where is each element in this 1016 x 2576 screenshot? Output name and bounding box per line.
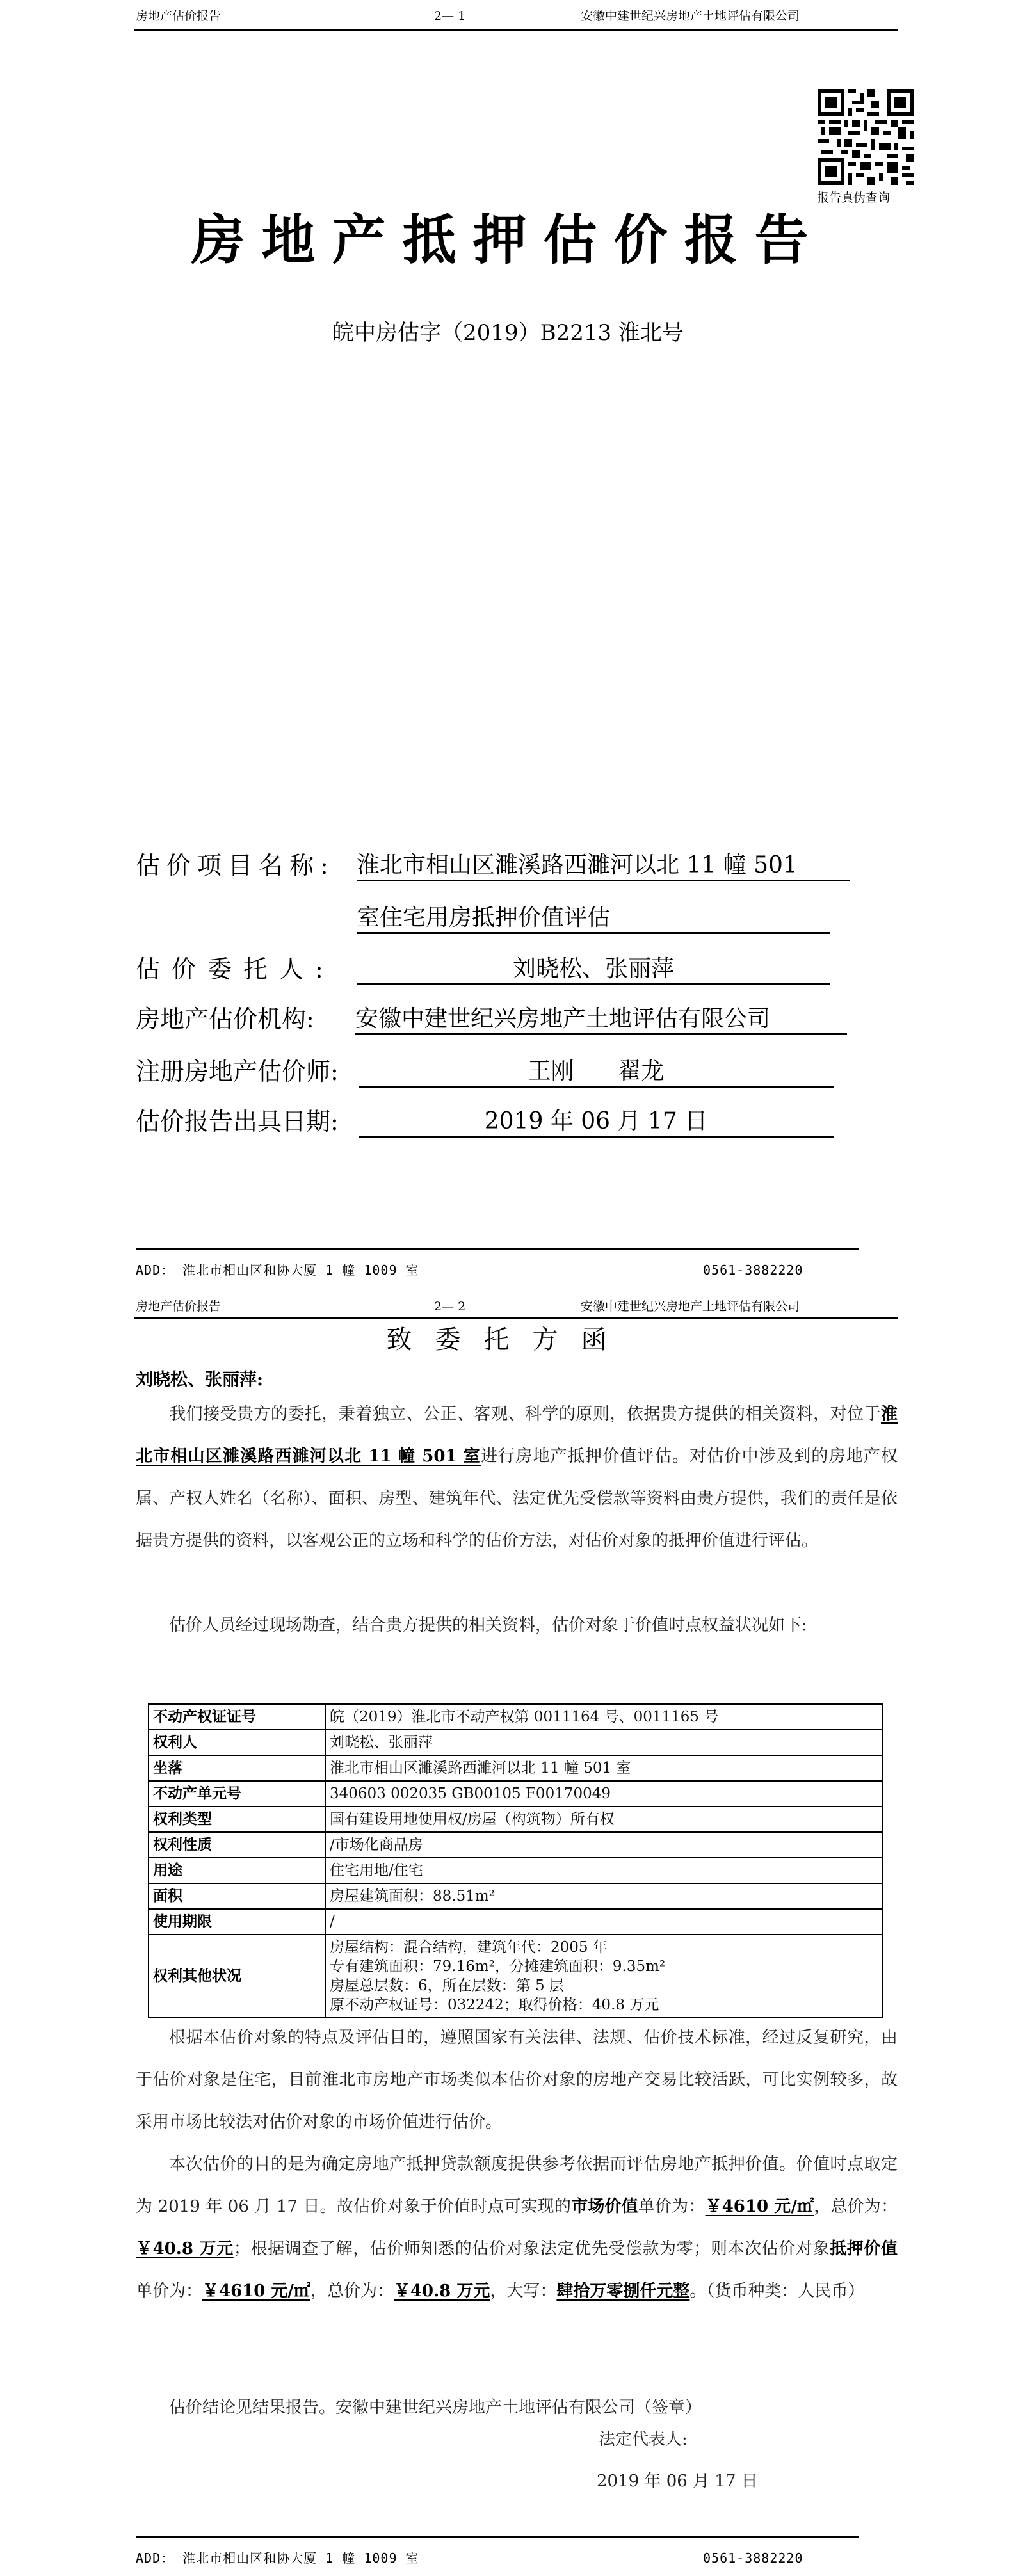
- table-row: [149, 1883, 882, 1909]
- letter-title: 致委托方函: [386, 1325, 630, 1355]
- mortgage-total-price: ￥40.8 万元: [393, 2282, 490, 2301]
- page2-footer-address: ADD： 淮北市相山区和协大厦 1 幢 1009 室: [136, 2550, 419, 2566]
- table-value: 国有建设用地使用权/房屋（构筑物）所有权: [325, 1807, 882, 1832]
- letter-salutation: 刘晓松、张丽萍:: [136, 1370, 263, 1390]
- table-row: [149, 1781, 882, 1807]
- field-value-project-cont: 室住宅用房抵押价值评估: [357, 904, 830, 934]
- table-value-multiline: [325, 1935, 882, 2018]
- page2-footer-rule: [136, 2536, 859, 2538]
- table-value-line: 房屋总层数：6，所在层数：第 5 层: [330, 1977, 564, 1994]
- table-value: 340603 002035 GB00105 F00170049: [325, 1781, 882, 1807]
- page1-header-rule: [134, 29, 898, 31]
- qr-code-icon[interactable]: [818, 89, 914, 185]
- report-number: 皖中房估字（2019）B2213 淮北号: [332, 320, 684, 346]
- page1-header-company: 安徽中建世纪兴房地产土地评估有限公司: [581, 9, 800, 23]
- table-key: 权利性质: [149, 1832, 325, 1858]
- property-address: 淮北市相山区濉溪路西濉河以北 11 幢 501 室: [136, 1405, 898, 1466]
- page2-footer-phone: 0561-3882220: [703, 2550, 803, 2566]
- table-value: 皖（2019）淮北市不动产权第 0011164 号、0011165 号: [325, 1704, 882, 1730]
- field-label-appraisers: 注册房地产估价师:: [136, 1058, 339, 1086]
- letter-paragraph-1: [136, 1393, 898, 1562]
- page1-footer-phone: 0561-3882220: [703, 1262, 803, 1278]
- rights-table: [148, 1703, 883, 2018]
- table-key: 权利人: [149, 1730, 325, 1755]
- page2-header-left: 房地产估价报告: [136, 1300, 222, 1314]
- table-value-line: 专有建筑面积：79.16m²，分摊建筑面积：9.35m²: [330, 1958, 666, 1975]
- field-value-appraisers: 王刚 翟龙: [359, 1058, 834, 1088]
- table-row: [149, 1909, 882, 1935]
- table-value: /: [325, 1909, 882, 1935]
- table-key: 权利其他状况: [149, 1935, 325, 2018]
- field-value-client: 刘晓松、张丽萍: [357, 955, 830, 985]
- page1-footer-address: ADD： 淮北市相山区和协大厦 1 幢 1009 室: [136, 1262, 419, 1278]
- report-title: 房地产抵押估价报告: [191, 208, 825, 271]
- table-key: 权利类型: [149, 1807, 325, 1832]
- field-value-project: 淮北市相山区濉溪路西濉河以北 11 幢 501: [357, 851, 850, 881]
- market-total-price: ￥40.8 万元: [136, 2239, 234, 2258]
- table-key: 不动产权证证号: [149, 1704, 325, 1730]
- letter-paragraph-2: 估价人员经过现场勘查，结合贵方提供的相关资料，估价对象于价值时点权益状况如下:: [169, 1616, 807, 1635]
- letter-paragraph-4: [136, 2143, 898, 2312]
- market-unit-price: ￥4610 元/㎡: [705, 2197, 814, 2216]
- table-key: 坐落: [149, 1755, 325, 1781]
- paragraph-4-total-label: ，总价为：: [814, 2197, 898, 2216]
- page2-header-rule: [134, 1317, 898, 1319]
- paragraph-4-intro: 本次估价的目的是为确定房地产抵押贷款额度提供参考依据而评估房地产抵押价值。价值时点取定为 2019 年 06 月 17 日。故估价对象于价值时点可实现的: [136, 2155, 898, 2216]
- page1-header-page-number: 2— 1: [434, 9, 466, 23]
- table-row: [149, 1755, 882, 1781]
- page2-header-company: 安徽中建世纪兴房地产土地评估有限公司: [581, 1300, 800, 1314]
- amount-in-words: 肆拾万零捌仟元整: [556, 2282, 690, 2301]
- field-value-agency: 安徽中建世纪兴房地产土地评估有限公司: [355, 1005, 847, 1035]
- paragraph-4-currency: 。（货币种类：人民币）: [689, 2282, 865, 2301]
- market-value-label: 市场价值: [571, 2197, 638, 2216]
- table-key: 使用期限: [149, 1909, 325, 1935]
- table-row: [149, 1858, 882, 1883]
- letter-paragraph-5: 估价结论见结果报告。安徽中建世纪兴房地产土地评估有限公司（签章）: [169, 2398, 702, 2417]
- paragraph-4-total-label-2: ，总价为：: [310, 2282, 394, 2301]
- page1-footer-rule: [136, 1248, 859, 1250]
- table-value: /市场化商品房: [325, 1832, 882, 1858]
- qr-caption: 报告真伪查询: [817, 191, 891, 205]
- table-value: 住宅用地/住宅: [325, 1858, 882, 1883]
- field-label-agency: 房地产估价机构:: [136, 1005, 314, 1033]
- field-value-report-date: 2019 年 06 月 17 日: [359, 1107, 834, 1138]
- table-value: 淮北市相山区濉溪路西濉河以北 11 幢 501 室: [325, 1755, 882, 1781]
- table-key: 用途: [149, 1858, 325, 1883]
- page1-header-left: 房地产估价报告: [136, 9, 222, 23]
- table-row: [149, 1730, 882, 1755]
- table-row: [149, 1704, 882, 1730]
- table-row: [149, 1832, 882, 1858]
- table-key: 面积: [149, 1883, 325, 1909]
- table-row: [149, 1935, 882, 2018]
- letter-paragraph-3: 根据本估价对象的特点及评估目的，遵照国家有关法律、法规、估价技术标准，经过反复研究，由于估价对象是住宅，目前淮北市房地产市场类似本估价对象的房地产交易比较活跃，可比实例较多，故采用市场比较法对估价对象的市场价值进行估价。: [136, 2028, 898, 2132]
- table-key: 不动产单元号: [149, 1781, 325, 1807]
- mortgage-value-label: 抵押价值: [830, 2239, 898, 2258]
- table-value: 房屋建筑面积：88.51m²: [325, 1883, 882, 1909]
- paragraph-4-middle: ；根据调查了解，估价师知悉的估价对象法定优先受偿款为零；则本次估价对象: [233, 2239, 830, 2258]
- paragraph-1-rest: 进行房地产抵押价值评估。对估价中涉及到的房地产权属、产权人姓名（名称）、面积、房型、建筑年代、法定优先受偿款等资料由贵方提供，我们的责任是依据贵方提供的资料，以客观公正的立场和科学的估价方法，对估价对象的抵押价值进行评估。: [136, 1447, 898, 1550]
- table-value: 刘晓松、张丽萍: [325, 1730, 882, 1755]
- paragraph-4-words-label: ，大写：: [490, 2282, 557, 2301]
- field-label-report-date: 估价报告出具日期:: [136, 1107, 339, 1136]
- paragraph-4-unit-label: 单价为：: [638, 2197, 706, 2216]
- page2-header-page-number: 2— 2: [434, 1300, 466, 1314]
- field-label-project: 估价项目名称:: [136, 851, 335, 880]
- legal-representative-label: 法定代表人:: [599, 2430, 688, 2449]
- letter-date: 2019 年 06 月 17 日: [597, 2472, 758, 2491]
- table-row: [149, 1807, 882, 1832]
- table-value-line: 房屋结构：混合结构，建筑年代：2005 年: [330, 1939, 608, 1956]
- paragraph-1-intro: 我们接受贵方的委托，秉着独立、公正、客观、科学的原则，依据贵方提供的相关资料，对位于: [169, 1405, 881, 1424]
- table-value-line: 原不动产权证号：032242；取得价格：40.8 万元: [330, 1997, 659, 2013]
- mortgage-unit-price: ￥4610 元/㎡: [202, 2282, 310, 2301]
- field-label-client: 估价委托人:: [136, 955, 335, 983]
- paragraph-4-unit-label-2: 单价为：: [136, 2282, 203, 2301]
